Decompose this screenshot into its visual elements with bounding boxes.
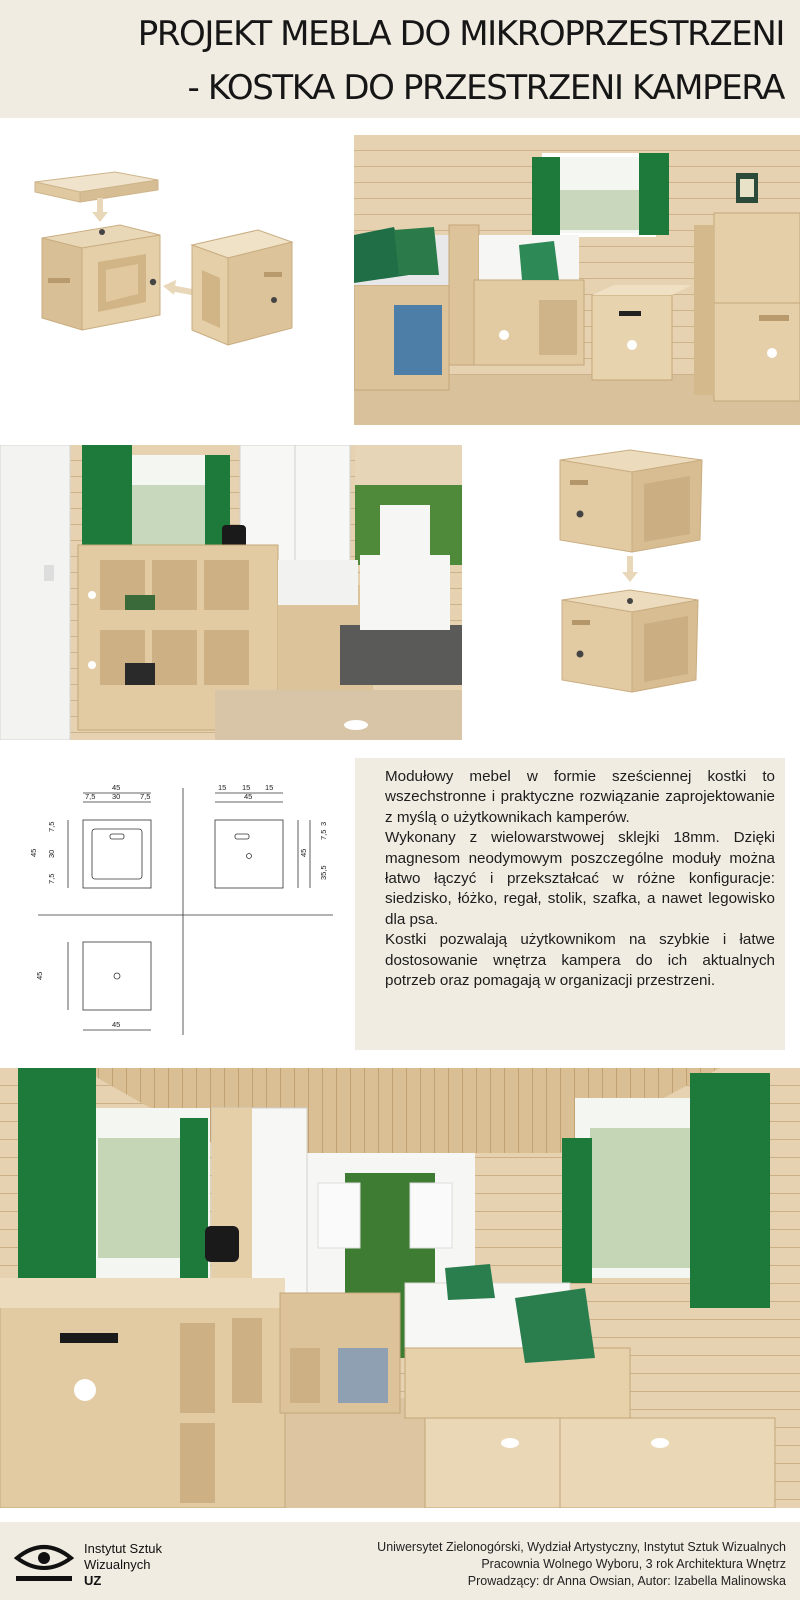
credits-line-2: Pracownia Wolnego Wyboru, 3 rok Architektura Wnętrz (481, 1557, 786, 1571)
dim-front-sub-3: 7,5 (140, 792, 151, 801)
camper-interior-photo-2 (0, 445, 462, 740)
stacked-cubes-illustration (550, 448, 710, 733)
eye-logo-icon (14, 1540, 74, 1584)
dim-side-top-total: 45 (244, 792, 253, 801)
cube-right (192, 230, 292, 345)
credits-line-3: Prowadzący: dr Anna Owsian, Autor: Izabella Malinowska (467, 1574, 786, 1588)
arrow-left-icon (163, 280, 192, 295)
camper-interior-photo-1 (354, 135, 800, 425)
dim-front-side-1: 7,5 (47, 821, 56, 832)
pillow-icon (445, 1264, 495, 1300)
credits-line-1: Uniwersytet Zielonogórski, Wydział Artystyczny, Instytut Sztuk Wizualnych (377, 1540, 786, 1554)
page-title-line-2: - KOSTKA DO PRZESTRZENI KAMPERA (187, 68, 784, 108)
technical-drawings (28, 780, 338, 1040)
description-text (385, 767, 775, 991)
institute-line-3: UZ (84, 1573, 102, 1588)
dim-front-sub-1: 7,5 (85, 792, 96, 801)
arrow-down-icon (622, 556, 638, 582)
dim-top-side-total: 45 (35, 971, 44, 980)
dim-front-side-2: 30 (47, 849, 56, 858)
camper-interior-photo-3 (0, 1068, 800, 1508)
description-paragraph-1: Modułowy mebel w formie sześciennej kostki to wszechstronne i praktyczne rozwiązanie zaprojektowanie z myślą o użytkownikach kamperów. (385, 768, 775, 826)
arrow-down-icon (92, 198, 108, 222)
dim-side-right-2: 7,5 (319, 829, 328, 840)
cube-lid (35, 172, 158, 202)
credits (377, 1539, 786, 1590)
page-title-line-1: PROJEKT MEBLA DO MIKROPRZESTRZENI (137, 14, 784, 54)
pillow-icon (515, 1288, 595, 1363)
cube-bottom (562, 590, 698, 692)
description-paragraph-3: Kostki pozwalają użytkownikom na szybkie i łatwe dostosowanie wnętrza kampera do ich aktualnych potrzeb oraz pomagają w organizacji przestrzeni. (385, 931, 775, 990)
institute-line-1: Instytut Sztuk (84, 1541, 163, 1556)
kettle-icon (205, 1226, 239, 1262)
dim-side-top-2: 15 (242, 783, 251, 792)
dim-side-total: 45 (299, 848, 308, 857)
dim-side-right-3: 35,5 (319, 865, 328, 880)
cube-left (42, 225, 160, 330)
pillow-icon (354, 227, 439, 283)
lantern-icon (736, 173, 758, 203)
dim-front-side-3: 7,5 (47, 873, 56, 884)
exploded-cube-illustration (20, 160, 320, 385)
institute-name (84, 1541, 162, 1589)
dim-side-top-1: 15 (218, 783, 227, 792)
dim-top-bottom: 45 (112, 1020, 121, 1029)
cube-top (560, 450, 702, 552)
dim-side-right-1: 3 (319, 821, 328, 826)
dim-front-top: 45 (112, 783, 121, 792)
description-paragraph-2: Wykonany z wielowarstwowej sklejki 18mm. Dzięki magnesom neodymowym poszczególne moduły można łatwo łączyć i przekształcać w różne konfiguracje: siedzisko, łóżko, regał, stolik, szafka, a nawet legowisko dla psa. (385, 829, 775, 928)
dim-front-side-total: 45 (29, 848, 38, 857)
institute-line-2: Wizualnych (84, 1557, 151, 1572)
dim-side-top-3: 15 (265, 783, 274, 792)
dim-front-sub-2: 30 (112, 792, 121, 801)
